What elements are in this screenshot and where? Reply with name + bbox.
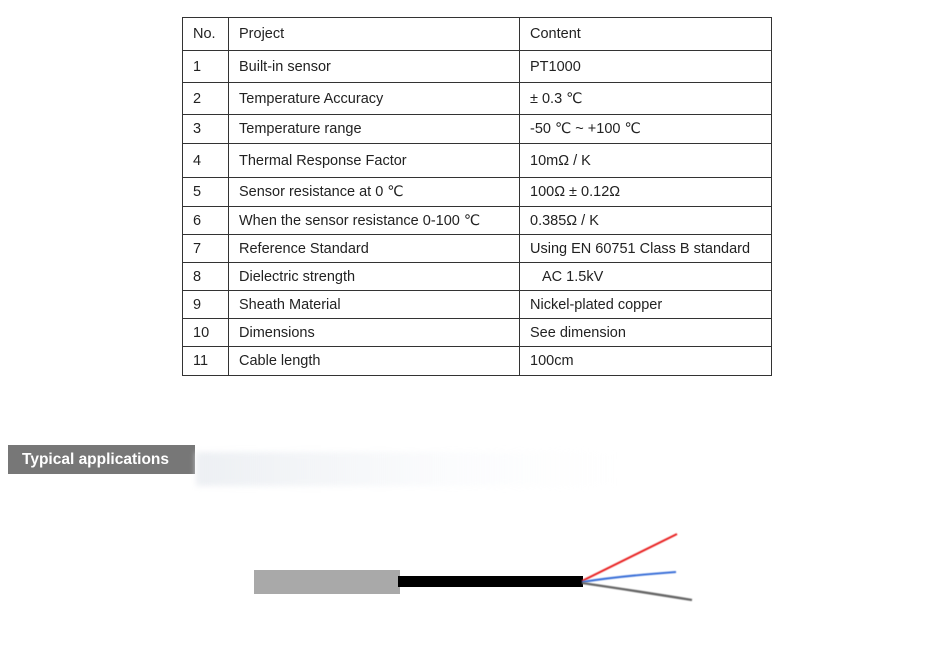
- table-row: [183, 235, 772, 263]
- cell-content: AC 1.5kV: [520, 263, 772, 291]
- probe-sheath: [254, 570, 400, 594]
- section-title-typical-applications: Typical applications: [8, 445, 195, 474]
- cell-content: 100cm: [520, 347, 772, 376]
- cell-no: 2: [183, 83, 229, 115]
- cell-project: When the sensor resistance 0-100 ℃: [229, 207, 520, 235]
- cell-no: 1: [183, 51, 229, 83]
- cable-jacket: [398, 576, 583, 587]
- table-row: [183, 51, 772, 83]
- table-row: [183, 115, 772, 144]
- cell-content: PT1000: [520, 51, 772, 83]
- cell-project: Reference Standard: [229, 235, 520, 263]
- cell-no: 5: [183, 178, 229, 207]
- cell-content: 0.385Ω / K: [520, 207, 772, 235]
- table-header-row: [183, 18, 772, 51]
- cell-project: Sheath Material: [229, 291, 520, 319]
- table-row: [183, 347, 772, 376]
- table-row: [183, 178, 772, 207]
- cell-content: Nickel-plated copper: [520, 291, 772, 319]
- wire-gray: [582, 583, 692, 600]
- cell-project: Built-in sensor: [229, 51, 520, 83]
- cell-no: 10: [183, 319, 229, 347]
- faded-background-strip: [196, 452, 616, 486]
- pt1000-probe-cable-icon: [240, 520, 710, 630]
- header-project: Project: [229, 18, 520, 51]
- spec-table: [182, 17, 772, 376]
- cell-project: Dimensions: [229, 319, 520, 347]
- cell-project: Sensor resistance at 0 ℃: [229, 178, 520, 207]
- cell-project: Dielectric strength: [229, 263, 520, 291]
- table-row: [183, 144, 772, 178]
- header-content: Content: [520, 18, 772, 51]
- header-no: No.: [183, 18, 229, 51]
- cell-content: See dimension: [520, 319, 772, 347]
- cell-no: 7: [183, 235, 229, 263]
- cell-project: Temperature range: [229, 115, 520, 144]
- table-row: [183, 207, 772, 235]
- cell-content: Using EN 60751 Class B standard: [520, 235, 772, 263]
- cell-no: 4: [183, 144, 229, 178]
- cell-project: Temperature Accuracy: [229, 83, 520, 115]
- cell-no: 3: [183, 115, 229, 144]
- table-row: [183, 319, 772, 347]
- cell-content: -50 ℃ ~ +100 ℃: [520, 115, 772, 144]
- table-row: [183, 83, 772, 115]
- cell-no: 8: [183, 263, 229, 291]
- cell-project: Cable length: [229, 347, 520, 376]
- cell-no: 9: [183, 291, 229, 319]
- cell-content: 100Ω ± 0.12Ω: [520, 178, 772, 207]
- table-row: [183, 291, 772, 319]
- cell-no: 6: [183, 207, 229, 235]
- table-row: [183, 263, 772, 291]
- cell-no: 11: [183, 347, 229, 376]
- cell-content: 10mΩ / K: [520, 144, 772, 178]
- cell-project: Thermal Response Factor: [229, 144, 520, 178]
- cell-content: ± 0.3 ℃: [520, 83, 772, 115]
